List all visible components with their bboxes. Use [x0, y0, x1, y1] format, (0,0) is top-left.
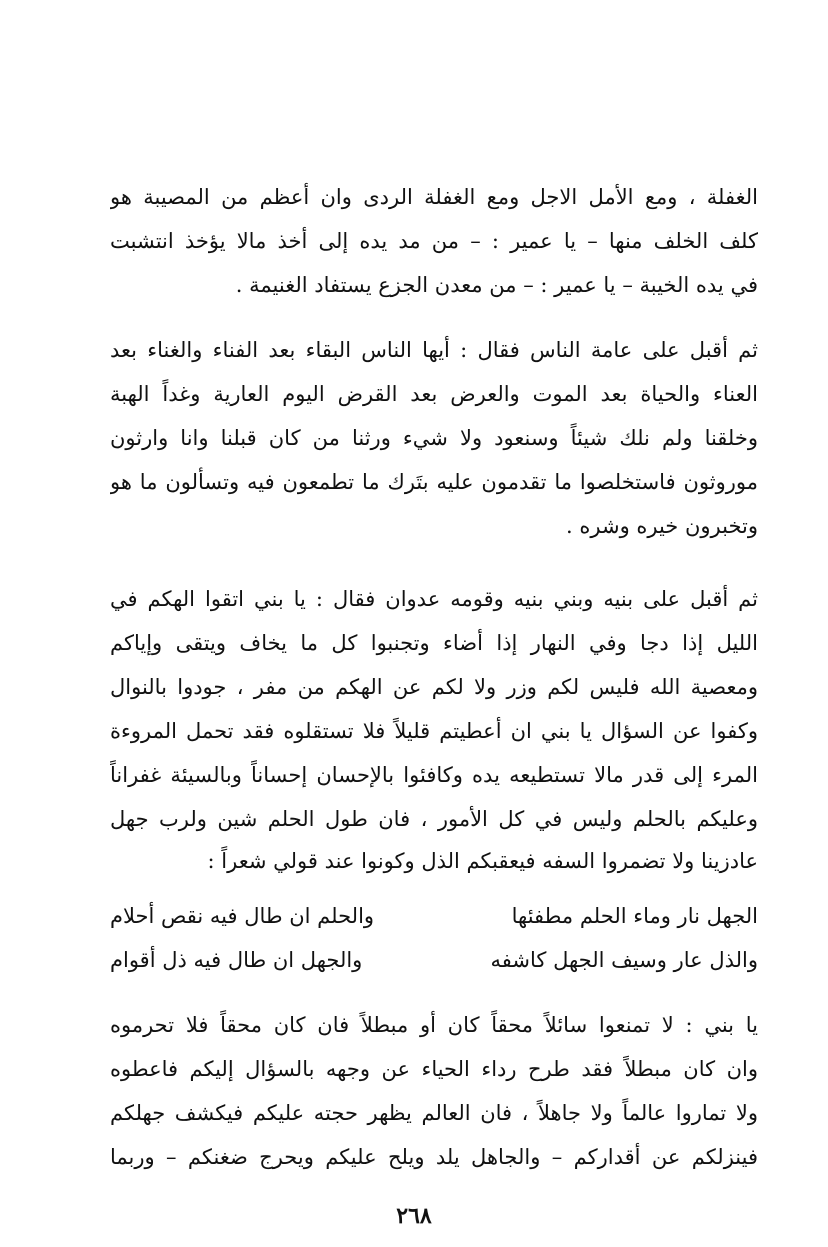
- text-line: الغفلة ، ومع الأمل الاجل ومع الغفلة الردى وان أعظم من المصيبة هو: [110, 185, 758, 209]
- verse-second-hemistich: والحلم ان طال فيه نقص أحلام: [110, 904, 375, 928]
- verse-first-hemistich: الجهل نار وماء الحلم مطفئها: [511, 904, 758, 928]
- verse-line: [110, 894, 758, 938]
- verse-first-hemistich: والذل عار وسيف الجهل كاشفه: [490, 948, 758, 972]
- text-line: يا بني : لا تمنعوا سائلاً محقاً كان أو مبطلاً فان كان محقاً فلا تحرموه: [110, 1013, 758, 1037]
- text-line: المرء إلى قدر مالا تستطيعه يده وكافئوا بالإحسان إحساناً وبالسيئة غفراناً: [110, 763, 758, 787]
- text-line: في يده الخيبة – يا عمير : – من معدن الجزع يستفاد الغنيمة .: [235, 273, 758, 297]
- text-line: وعليكم بالحلم وليس في كل الأمور ، فان طول الحلم شين ولرب جهل: [110, 807, 758, 831]
- text-line: الليل إذا دجا وفي النهار إذا أضاء وتجنبوا كل ما يخاف ويتقى وإياكم: [110, 631, 758, 655]
- text-line: وتخبرون خيره وشره .: [566, 514, 758, 538]
- text-line: وان كان مبطلاً فقد طرح رداء الحياء عن وجهه بالسؤال إليكم فاعطوه: [110, 1057, 758, 1081]
- text-line: وكفوا عن السؤال يا بني ان أعطيتم قليلاً فلا تستقلوه فقد تحمل المروءة: [110, 719, 758, 743]
- text-line: موروثون فاستخلصوا ما تقدمون عليه بتَرك ما تطمعون فيه وتسألون ما هو: [110, 470, 758, 494]
- text-line: ولا تماروا عالماً ولا جاهلاً ، فان العالم يظهر حجته عليكم فيكشف جهلكم: [110, 1101, 758, 1125]
- text-line: ومعصية الله فليس لكم وزر ولا لكم عن الهكم من مفر ، جودوا بالنوال: [110, 675, 758, 699]
- verse-line: [110, 938, 758, 982]
- text-line: فينزلكم عن أقداركم – والجاهل يلد ويلح عليكم ويحرج ضغنكم – وربما: [110, 1145, 758, 1169]
- text-line: وخلقنا ولم نلك شيئاً وسنعود ولا شيء ورثنا من كان قبلنا وانا وارثون: [110, 426, 758, 450]
- text-line: عادزينا ولا تضمروا السفه فيعقبكم الذل وكونوا عند قولي شعراً :: [207, 849, 758, 873]
- text-line: ثم أقبل على بنيه وبني بنيه وقومه عدوان فقال : يا بني اتقوا الهكم في: [110, 587, 758, 611]
- text-line: ثم أقبل على عامة الناس فقال : أيها الناس البقاء بعد الفناء والغناء بعد: [110, 338, 758, 362]
- page-number: ٢٦٨: [396, 1203, 432, 1229]
- verse-second-hemistich: والجهل ان طال فيه ذل أقوام: [110, 948, 363, 972]
- text-line: كلف الخلف منها – يا عمير : – من مد يده إلى أخذ مالا يؤخذ انتشبت: [110, 229, 758, 253]
- text-line: العناء والحياة بعد الموت والعرض بعد القرض اليوم العارية وغداً الهبة: [110, 382, 758, 406]
